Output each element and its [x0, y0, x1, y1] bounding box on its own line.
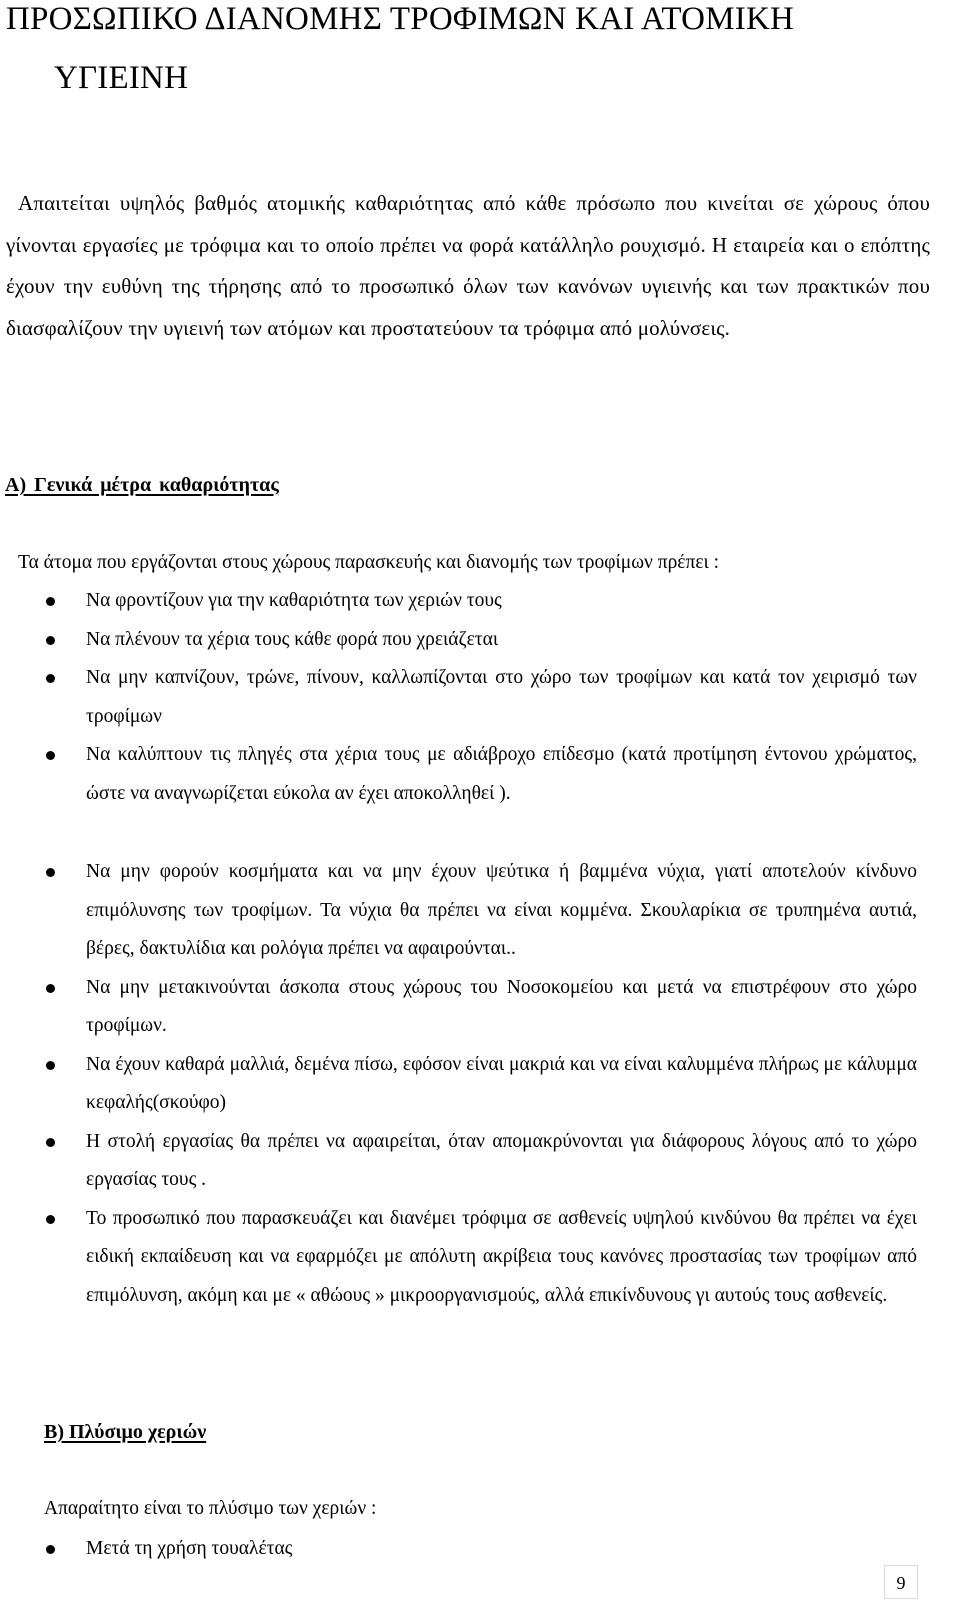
list-item-text: Το προσωπικό που παρασκευάζει και διανέμει τρόφιμα σε ασθενείς υψηλού κινδύνου θα πρέπει να έχει ειδική εκπαίδευση και να εφαρμόζει με απόλυτη ακρίβεια τους κανόνες προστασίας των τροφίμων από επιμόλυνση, ακόμη και με « αθώους » μικροοργανισμούς, αλλά επικίνδυνους γι αυτούς τους ασθενείς.	[86, 1207, 917, 1306]
list-item	[0, 853, 917, 969]
page-title	[6, 0, 954, 97]
page-number: 9	[884, 1565, 918, 1599]
section-a-lead: Τα άτομα που εργάζονται στους χώρους παρασκευής και διανομής των τροφίμων πρέπει :	[18, 552, 720, 573]
bullet-icon	[46, 1215, 55, 1224]
bullet-icon	[46, 868, 55, 877]
bullet-icon	[46, 751, 55, 760]
list-item	[0, 1530, 917, 1569]
section-a-bullet-list	[0, 582, 940, 1315]
page-title-line-2: ΥΓΙΕΙΝΗ	[54, 60, 189, 96]
bullet-icon	[46, 674, 55, 683]
list-item	[0, 659, 917, 736]
bullet-icon	[46, 1545, 55, 1554]
list-item	[0, 1123, 917, 1200]
list-item-text: Να μην φορούν κοσμήματα και να μην έχουν ψεύτικα ή βαμμένα νύχια, γιατί αποτελούν κίνδυνο επιμόλυνσης των τροφίμων. Τα νύχια θα πρέπει να είναι κομμένα. Σκουλαρίκια σε τρυπημένα αυτιά, βέρες, δακτυλίδια και ρολόγια πρέπει να αφαιρούνται..	[86, 861, 917, 959]
bullet-icon	[46, 597, 55, 606]
list-item-text: Η στολή εργασίας θα πρέπει να αφαιρείται, όταν απομακρύνονται για διάφορους λόγους από το χώρο εργασίας τους .	[86, 1130, 917, 1190]
list-item-text: Μετά τη χρήση τουαλέτας	[86, 1538, 293, 1559]
list-item-text: Να έχουν καθαρά μαλλιά, δεμένα πίσω, εφόσον είναι μακριά και να είναι καλυμμένα πλήρως με κάλυμμα κεφαλής(σκούφο)	[86, 1053, 917, 1113]
page-title-line-1: ΠΡΟΣΩΠΙΚΟ ΔΙΑΝΟΜΗΣ ΤΡΟΦΙΜΩΝ ΚΑΙ ΑΤΟΜΙΚΗ	[6, 1, 795, 37]
bullet-icon	[46, 636, 55, 645]
list-item	[0, 1046, 917, 1123]
list-item	[0, 1200, 917, 1316]
list-item	[0, 582, 917, 621]
section-b-heading: Β) Πλύσιμο χεριών	[44, 1421, 207, 1443]
list-item	[0, 969, 917, 1046]
list-item	[0, 736, 917, 813]
list-item-text: Να καλύπτουν τις πληγές στα χέρια τους με αδιάβροχο επίδεσμο (κατά προτίμηση έντονου χρώματος, ώστε να αναγνωρίζεται εύκολα αν έχει αποκολληθεί ).	[86, 744, 917, 804]
bullet-icon	[46, 1138, 55, 1147]
section-b-lead: Απαραίτητο είναι το πλύσιμο των χεριών :	[44, 1498, 377, 1519]
list-item-text: Να μην καπνίζουν, τρώνε, πίνουν, καλλωπίζονται στο χώρο των τροφίμων και κατά τον χειρισμό των τροφίμων	[86, 667, 917, 727]
intro-paragraph: Απαιτείται υψηλός βαθμός ατομικής καθαριότητας από κάθε πρόσωπο που κινείται σε χώρους όπου γίνονται εργασίες με τρόφιμα και το οποίο πρέπει να φορά κατάλληλο ρουχισμό. Η εταιρεία και ο επόπτης έχουν την ευθύνη της τήρησης από το προσωπικό όλων των κανόνων υγιεινής και των πρακτικών που διασφαλίζουν την υγιεινή των ατόμων και προστατεύουν τα τρόφιμα από μολύνσεις.	[6, 191, 930, 340]
list-item-text: Να φροντίζουν για την καθαριότητα των χεριών τους	[86, 590, 502, 611]
bullet-icon	[46, 1061, 55, 1070]
section-b-bullet-list	[0, 1530, 940, 1569]
list-item-text: Να μην μετακινούνται άσκοπα στους χώρους του Νοσοκομείου και μετά να επιστρέφουν στο χώρο τροφίμων.	[86, 976, 917, 1036]
bullet-icon	[46, 984, 55, 993]
list-item	[0, 621, 917, 660]
section-a-heading: Α) Γενικά μέτρα καθαριότητας	[5, 474, 279, 496]
list-item-text: Να πλένουν τα χέρια τους κάθε φορά που χρειάζεται	[86, 628, 499, 650]
